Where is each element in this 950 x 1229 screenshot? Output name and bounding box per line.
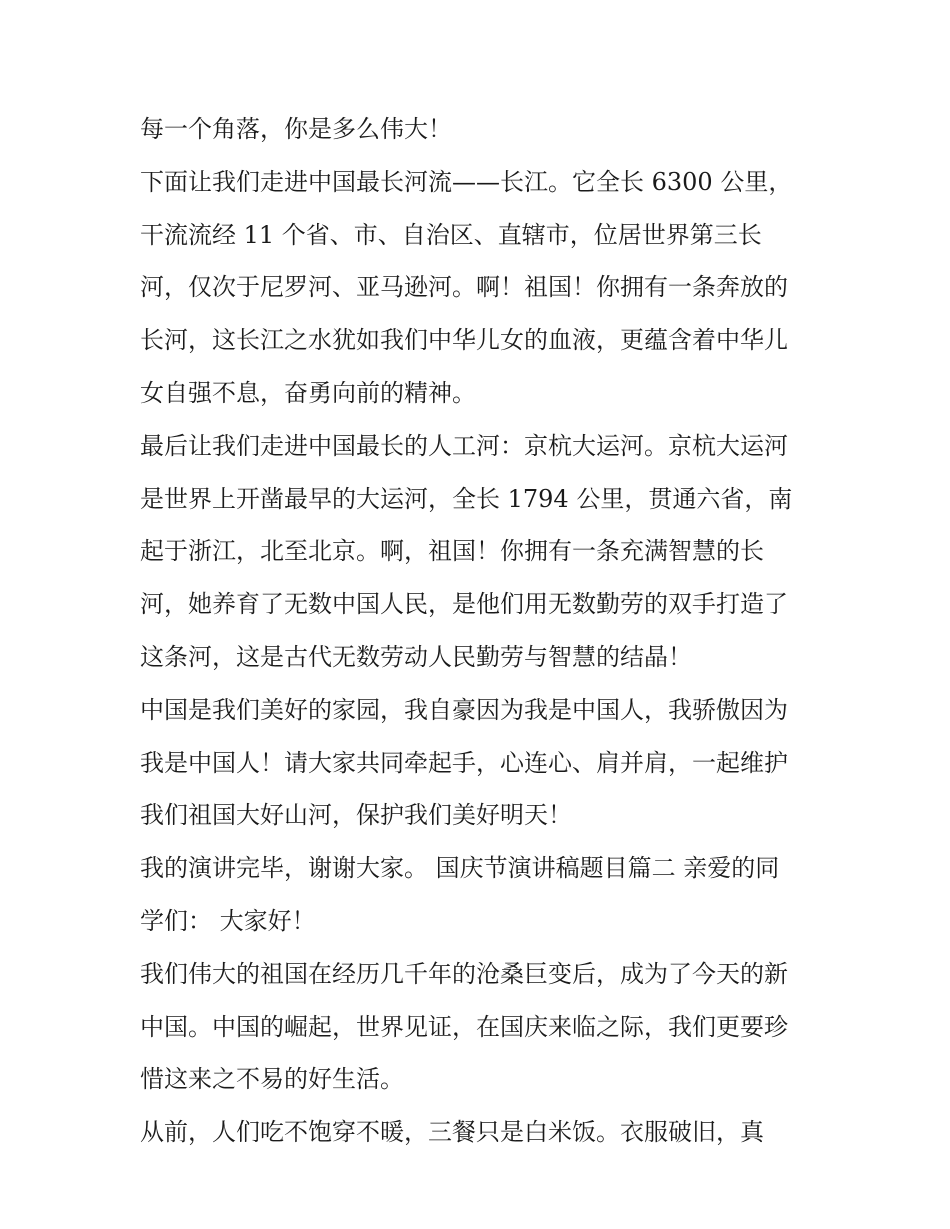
text-line: 干流流经 11 个省、市、自治区、直辖市，位居世界第三长 (140, 220, 762, 249)
text-line: 河，她养育了无数中国人民，是他们用无数勤劳的双手打造了 (140, 590, 788, 619)
text-line: 是世界上开凿最早的大运河，全长 1794 公里，贯通六省，南 (140, 484, 793, 513)
text-line: 我的演讲完毕，谢谢大家。 国庆节演讲稿题目篇二 亲爱的同 (140, 854, 780, 883)
text-line: 惜这来之不易的好生活。 (140, 1065, 404, 1094)
text-line: 中国。中国的崛起，世界见证，在国庆来临之际，我们更要珍 (140, 1012, 788, 1041)
text-line: 长河，这长江之水犹如我们中华儿女的血液，更蕴含着中华儿 (140, 326, 788, 355)
text-line: 这条河，这是古代无数劳动人民勤劳与智慧的结晶！ (140, 642, 692, 671)
text-line: 最后让我们走进中国最长的人工河：京杭大运河。京杭大运河 (140, 431, 788, 460)
text-line: 我们伟大的祖国在经历几千年的沧桑巨变后，成为了今天的新 (140, 959, 788, 988)
text-line: 河，仅次于尼罗河、亚马逊河。啊！祖国！你拥有一条奔放的 (140, 273, 788, 302)
text-line: 下面让我们走进中国最长河流——长江。它全长 6300 公里， (140, 167, 793, 196)
text-line: 起于浙江，北至北京。啊，祖国！你拥有一条充满智慧的长 (140, 537, 764, 566)
document-body (140, 103, 820, 1159)
text-line: 学们： 大家好！ (140, 906, 316, 935)
text-line: 中国是我们美好的家园，我自豪因为我是中国人，我骄傲因为 (140, 695, 788, 724)
text-line: 我是中国人！请大家共同牵起手，心连心、肩并肩，一起维护 (140, 748, 788, 777)
text-line: 我们祖国大好山河，保护我们美好明天！ (140, 801, 572, 830)
text-line: 女自强不息，奋勇向前的精神。 (140, 378, 476, 407)
text-line: 每一个角落，你是多么伟大！ (140, 115, 452, 143)
text-line: 从前，人们吃不饱穿不暖，三餐只是白米饭。衣服破旧，真 (140, 1118, 764, 1147)
